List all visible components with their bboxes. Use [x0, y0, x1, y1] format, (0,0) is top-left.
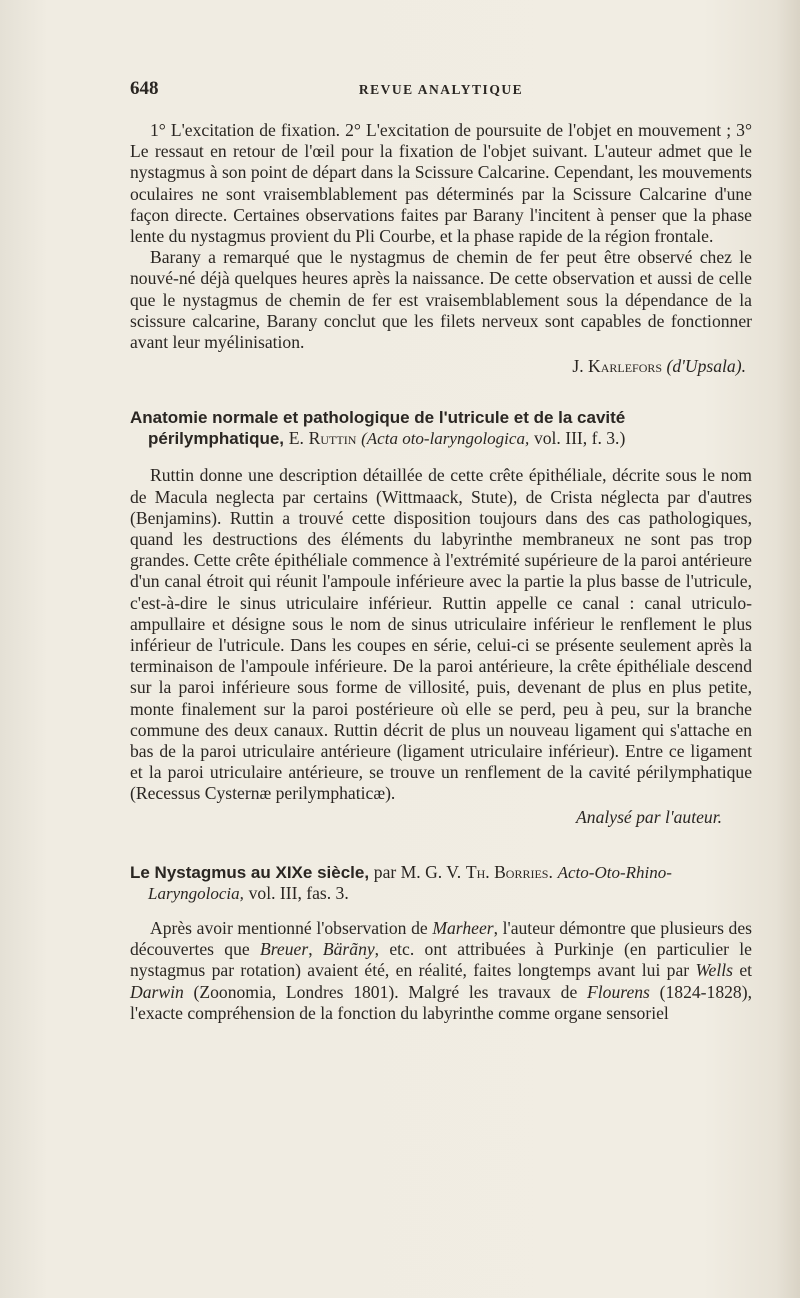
paragraph: 1° L'excitation de fixation. 2° L'excitation de poursuite de l'objet en mouvement ; 3° Le ressaut en retour de l'œil pour la fixation de l'objet suivant. L'auteur admet que le nystagmus à son point de départ dans la Scissure Calcarine. Cependant, les mouvements oculaires ne sont vraisemblablement pas déterminés par la Scissure Calcarine d'une façon directe. Certaines observations faites par Barany l'incitent à penser que la phase lente du nystagmus provient du Pli Courbe, et la phase rapide de la région frontale.	[130, 120, 752, 247]
paragraph	[130, 918, 752, 1024]
article-volume: vol. III, fas. 3.	[248, 882, 349, 903]
article-heading	[130, 862, 752, 904]
page-number: 648	[130, 78, 159, 99]
article-author: Th. Borries.	[465, 861, 553, 882]
page-header	[130, 78, 752, 102]
person-name: Marheer	[432, 917, 494, 938]
article-journal: (Acta oto-laryngologica,	[361, 429, 530, 449]
article-author-initial: E.	[288, 428, 304, 449]
signature-place: (d'Upsala).	[666, 356, 746, 377]
signature-name: Karlefors	[588, 356, 663, 377]
signature: Analysé par l'auteur.	[576, 806, 722, 827]
article-journal: Acto-Oto-Rhino-Laryngolocia,	[148, 862, 672, 903]
person-name: Bärãny	[322, 939, 375, 960]
page-content	[130, 120, 752, 1024]
text-run: (Zoonomia, Londres 1801). Malgré les travaux de	[193, 981, 578, 1002]
article-title: Le Nystagmus au XIXe siècle,	[130, 862, 370, 882]
running-head: REVUE ANALYTIQUE	[358, 82, 524, 97]
person-name: Flourens	[587, 981, 650, 1002]
text-run: , etc. ont attribuées à Purkinje (en particulier le nystagmus par rotation) avaient été, en réalité, faites longtemps avant lui par	[130, 939, 752, 981]
article-title: Anatomie normale et pathologique de l'utricule et de la cavité périlymphatique,	[130, 408, 626, 449]
paragraph: Barany a remarqué que le nystagmus de chemin de fer peut être observé chez le nouvé-né déjà quelques heures après la naissance. De cette observation et aussi de celle que le nystagmus de chemin de fer est vraisemblablement sous la dépendance de la scissure calcarine, Barany conclut que les filets nerveux sont capables de fonctionner avant leur myélinisation.	[130, 247, 752, 353]
article-author-prefix: par M. G. V.	[373, 861, 462, 882]
article-volume: vol. III, f. 3.)	[533, 428, 626, 449]
signature-initial: J.	[572, 356, 584, 377]
person-name: Wells	[695, 960, 733, 981]
signature	[130, 356, 752, 377]
text-run: ,	[308, 939, 313, 960]
text-run: et	[739, 960, 753, 981]
person-name: Darwin	[130, 981, 184, 1002]
article-author: Ruttin	[308, 428, 357, 449]
article-heading	[130, 407, 752, 449]
text-run: (1824-1828), l'exacte compréhension de la fonction du labyrinthe comme organe sensoriel	[130, 981, 752, 1023]
text-run: , l'auteur démontre que plusieurs des découvertes que	[130, 917, 753, 960]
text-run: Après avoir mentionné l'observation de	[150, 917, 428, 938]
person-name: Breuer	[259, 939, 309, 960]
paragraph: Ruttin donne une description détaillée de cette crête épithéliale, décrite sous le nom de Macula neglecta par certains (Wittmaack, Stute), de Crista néglecta par d'autres (Benjamins). Ruttin a trouvé cette disposition toujours dans des cas pathologiques, quand les destructions des éléments du labyrinthe membraneux ne sont pas trop grandes. Cette crête épithéliale commence à l'extrémité supérieure de la paroi antérieure d'un canal étroit qui réunit l'ampoule inférieure avec la partie la plus basse de l'utricule, c'est-à-dire le sinus utriculaire inférieur. Ruttin appelle ce canal : canal utriculo-ampullaire et désigne sous le nom de sinus utriculaire inférieur le renflement le plus inférieur de l'utricule. Dans les coupes en série, celui-ci se présente seulement après la terminaison de l'ampoule inférieure. De la paroi antérieure, la crête épithéliale descend sur la paroi inférieure sous forme de villosité, puis, devenant de plus en plus petite, monte finalement sur la paroi postérieure où elle se perd, peu à peu, sur la branche commune des deux canaux. Ruttin décrit de plus un nouveau ligament qui s'attache en bas de la paroi utriculaire antérieure (ligament utriculaire inférieur). Entre ce ligament et la paroi utriculaire antérieure, se trouve un renflement de la cavité périlymphatique (Recessus Cysternæ perilymphaticæ).	[130, 465, 752, 804]
